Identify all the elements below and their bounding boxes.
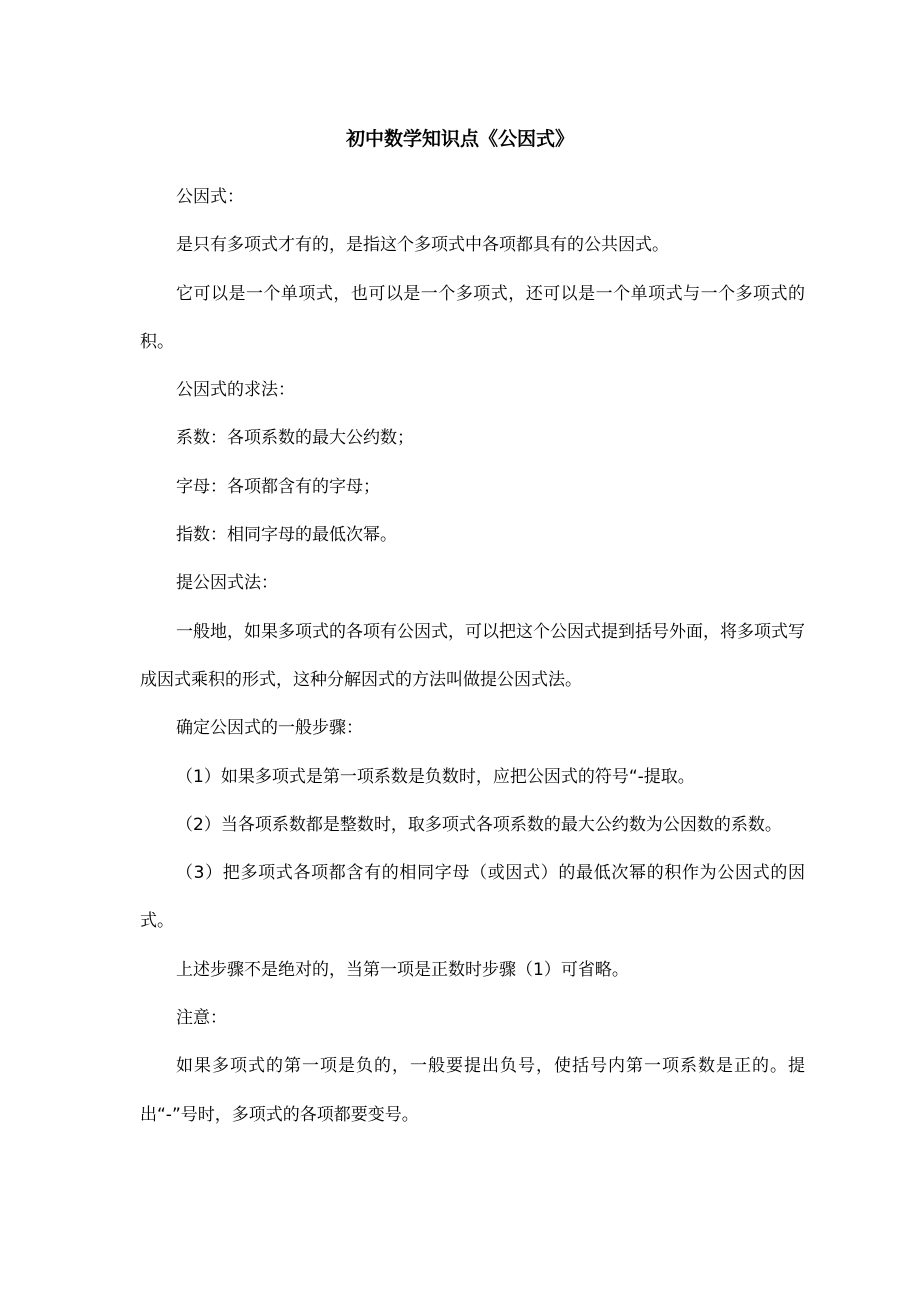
definition-detail-paragraph: 它可以是一个单项式，也可以是一个多项式，还可以是一个单项式与一个多项式的积。 bbox=[140, 283, 805, 352]
step-3: （3）把多项式各项都含有的相同字母（或因式）的最低次幂的积作为公因式的因式。 bbox=[140, 863, 805, 932]
heading-common-factor: 公因式： bbox=[176, 187, 244, 207]
definition-paragraph: 是只有多项式才有的，是指这个多项式中各项都具有的公共因式。 bbox=[176, 235, 669, 256]
rule-coefficient: 系数：各项系数的最大公约数； bbox=[176, 428, 414, 449]
rule-exponent: 指数：相同字母的最低次幂。 bbox=[176, 525, 397, 546]
step-1: （1）如果多项式是第一项系数是负数时，应把公因式的符号“-提取。 bbox=[176, 766, 695, 787]
rule-letter: 字母：各项都含有的字母； bbox=[176, 476, 380, 497]
document-body bbox=[140, 173, 805, 1139]
heading-finding-method: 公因式的求法： bbox=[176, 380, 295, 401]
steps-remark: 上述步骤不是绝对的，当第一项是正数时步骤（1）可省略。 bbox=[176, 959, 629, 980]
document-title: 初中数学知识点《公因式》 bbox=[345, 128, 574, 150]
heading-note: 注意： bbox=[176, 1008, 227, 1029]
heading-general-steps: 确定公因式的一般步骤： bbox=[176, 718, 363, 739]
heading-extraction-method: 提公因式法： bbox=[176, 573, 278, 594]
note-paragraph: 如果多项式的第一项是负的，一般要提出负号，使括号内第一项系数是正的。提出“-”号时，多项式的各项都要变号。 bbox=[140, 1056, 805, 1125]
step-2: （2）当各项系数都是整数时，取多项式各项系数的最大公约数为公因数的系数。 bbox=[176, 814, 782, 835]
extraction-method-paragraph: 一般地，如果多项式的各项有公因式，可以把这个公因式提到括号外面，将多项式写成因式乘积的形式，这种分解因式的方法叫做提公因式法。 bbox=[140, 621, 805, 690]
